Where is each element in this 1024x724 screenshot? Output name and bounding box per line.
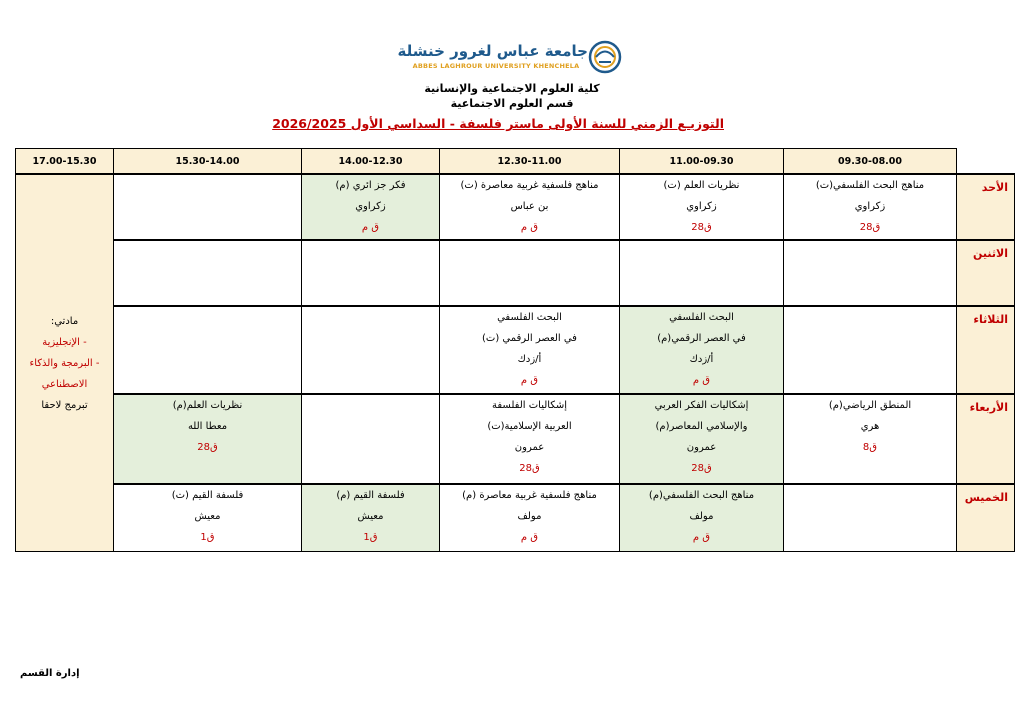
course-name: في العصر الرقمي (ت)	[482, 333, 577, 344]
notes-line: الاصطناعي	[41, 378, 88, 390]
room-label: ق م	[692, 375, 711, 386]
course-name: في العصر الرقمي(م)	[657, 333, 746, 344]
course-name: إشكاليات الفلسفة	[492, 400, 567, 411]
time-slot-header: 14.00-12.30	[302, 149, 440, 175]
teacher-name: هري	[860, 421, 880, 432]
day-label: الثلاثاء	[957, 306, 1015, 394]
room-label: ق1	[363, 532, 378, 543]
department-name: قسم العلوم الاجتماعية	[450, 97, 574, 110]
course-name: العربية الإسلامية(ت)	[487, 421, 572, 432]
room-label: ق م	[692, 532, 711, 543]
time-header-row	[16, 149, 1015, 175]
empty-cell	[620, 240, 784, 306]
course-name: المنطق الرياضي(م)	[828, 400, 912, 411]
empty-cell	[784, 240, 957, 306]
empty-cell	[784, 484, 957, 552]
course-name: والإسلامي المعاصر(م)	[655, 421, 748, 432]
schedule-cell	[440, 394, 620, 484]
teacher-name: زكراوي	[854, 201, 886, 212]
course-name: فكر جز ائري (م)	[335, 180, 406, 191]
time-slot-header: 15.30-14.00	[114, 149, 302, 175]
schedule-cell	[302, 484, 440, 552]
course-name: البحث الفلسفي	[669, 312, 734, 323]
room-label: ق م	[361, 222, 380, 233]
time-slot-header: 12.30-11.00	[440, 149, 620, 175]
course-name: نظريات العلم(م)	[172, 400, 243, 411]
schedule-cell	[784, 394, 957, 484]
course-name: مناهج البحث الفلسفي(ت)	[815, 180, 925, 191]
room-label: ق28	[691, 463, 712, 474]
time-slot-header: 11.00-09.30	[620, 149, 784, 175]
room-label: ق28	[859, 222, 881, 233]
empty-cell	[114, 306, 302, 394]
empty-cell	[440, 240, 620, 306]
room-label: ق م	[520, 222, 539, 233]
schedule-cell	[620, 394, 784, 484]
empty-cell	[302, 394, 440, 484]
notes-line: تبرمج لاحقا	[41, 399, 88, 411]
university-logo	[398, 40, 626, 74]
day-row-sunday	[16, 174, 1015, 240]
schedule-cell	[440, 484, 620, 552]
university-name-en: ABBES LAGHROUR UNIVERSITY KHENCHELA	[412, 62, 580, 70]
teacher-name: أ/زدك	[517, 354, 542, 365]
teacher-name: أ/زدك	[689, 354, 714, 365]
course-name: مناهج البحث الفلسفي(م)	[648, 490, 755, 501]
empty-cell	[784, 306, 957, 394]
faculty-name: كلية العلوم الاجتماعية والإنسانية	[424, 82, 600, 95]
room-label: ق28	[691, 222, 712, 233]
teacher-name: معيش	[357, 511, 384, 522]
room-label: ق28	[197, 442, 218, 453]
teacher-name: مولف	[689, 511, 714, 522]
teacher-name: عمرون	[514, 442, 545, 453]
schedule-title: التوزيـع الزمني للسنة الأولى ماستر فلسفة - السداسي الأول 2026/2025	[272, 116, 724, 131]
day-label: الاثنين	[957, 240, 1015, 306]
room-label: ق م	[520, 532, 539, 543]
room-label: ق28	[519, 463, 540, 474]
notes-cell	[16, 174, 114, 552]
empty-cell	[114, 240, 302, 306]
notes-line: مادتي:	[50, 315, 79, 327]
time-slot-header: 17.00-15.30	[16, 149, 114, 175]
day-row-thursday	[16, 484, 1015, 552]
course-name: نظريات العلم (ت)	[663, 180, 740, 191]
empty-cell	[302, 240, 440, 306]
schedule-cell	[302, 174, 440, 240]
empty-cell	[302, 306, 440, 394]
day-label: الأربعاء	[957, 394, 1015, 484]
course-name: إشكاليات الفكر العربي	[654, 400, 749, 411]
day-label: الأحد	[957, 174, 1015, 240]
schedule-cell	[440, 174, 620, 240]
schedule-cell	[114, 394, 302, 484]
schedule-cell	[620, 174, 784, 240]
header-corner	[957, 149, 1015, 175]
teacher-name: زكراوي	[686, 201, 717, 212]
day-row-tuesday	[16, 306, 1015, 394]
teacher-name: زكراوي	[355, 201, 386, 212]
notes-line: - البرمجة والذكاء	[29, 357, 100, 369]
course-name: فلسفة القيم (م)	[336, 490, 405, 501]
course-name: مناهج فلسفية غربية معاصرة (م)	[462, 490, 597, 501]
room-label: ق م	[520, 375, 539, 386]
university-emblem-icon	[588, 40, 622, 74]
empty-cell	[114, 174, 302, 240]
course-name: فلسفة القيم (ت)	[171, 490, 244, 501]
room-label: ق1	[200, 532, 215, 543]
department-administration-label: إدارة القسم	[20, 668, 80, 679]
course-name: مناهج فلسفية غربية معاصرة (ت)	[460, 180, 599, 191]
notes-line: - الإنجليزية	[42, 336, 87, 348]
day-row-monday	[16, 240, 1015, 306]
schedule-cell	[114, 484, 302, 552]
schedule-cell	[620, 306, 784, 394]
room-label: ق8	[862, 442, 878, 453]
day-row-wednesday	[16, 394, 1015, 484]
day-label: الخميس	[957, 484, 1015, 552]
teacher-name: معيش	[194, 511, 221, 522]
teacher-name: مولف	[517, 511, 542, 522]
schedule-cell	[784, 174, 957, 240]
time-slot-header: 09.30-08.00	[784, 149, 957, 175]
teacher-name: بن عباس	[510, 201, 549, 212]
schedule-cell	[620, 484, 784, 552]
schedule-cell	[440, 306, 620, 394]
university-name-ar: جامعة عباس لغرور خنشلة	[397, 42, 588, 60]
schedule-table	[15, 148, 1015, 552]
course-name: البحث الفلسفي	[497, 312, 562, 323]
teacher-name: عمرون	[686, 442, 717, 453]
teacher-name: معطا الله	[187, 421, 228, 432]
